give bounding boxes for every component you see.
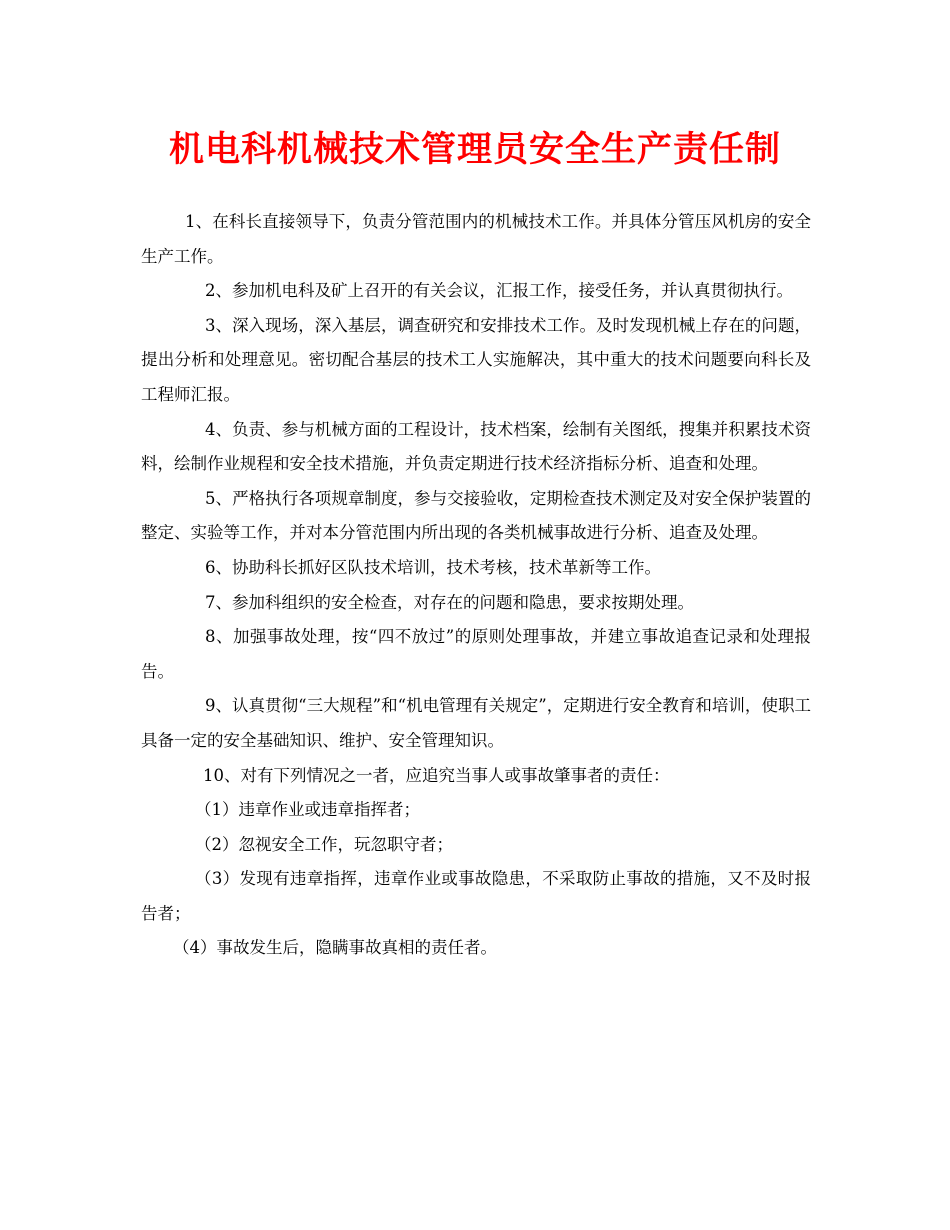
- paragraph-2: 2、参加机电科及矿上召开的有关会议，汇报工作，接受任务，并认真贯彻执行。: [205, 281, 793, 301]
- document-body: [141, 205, 811, 966]
- sub-item-4: （4）事故发生后，隐瞒事故真相的责任者。: [173, 938, 497, 958]
- document-title: 机电科机械技术管理员安全生产责任制: [168, 130, 781, 170]
- paragraph-6: 6、协助科长抓好区队技术培训，技术考核，技术革新等工作。: [205, 557, 661, 577]
- paragraph-7: 7、参加科组织的安全检查，对存在的问题和隐患，要求按期处理。: [205, 592, 694, 612]
- sub-item-1: （1）违章作业或违章指挥者；: [195, 800, 420, 820]
- sub-item-3: （3）发现有违章指挥，违章作业或事故隐患，不采取防止事故的措施，又不及时报告者；: [141, 869, 811, 923]
- paragraph-9: 9、认真贯彻“三大规程”和“机电管理有关规定”，定期进行安全教育和培训，使职工具备一定的安全基础知识、维护、安全管理知识。: [141, 696, 811, 750]
- paragraph-3: 3、深入现场，深入基层，调查研究和安排技术工作。及时发现机械上存在的问题，提出分析和处理意见。密切配合基层的技术工人实施解决，其中重大的技术问题要向科长及工程师汇报。: [141, 315, 811, 404]
- paragraph-8: 8、加强事故处理，按“四不放过”的原则处理事故，并建立事故追查记录和处理报告。: [141, 627, 811, 681]
- paragraph-4: 4、负责、参与机械方面的工程设计，技术档案，绘制有关图纸，搜集并积累技术资料，绘制作业规程和安全技术措施，并负责定期进行技术经济指标分析、追查和处理。: [141, 419, 811, 474]
- sub-item-2: （2）忽视安全工作，玩忽职守者；: [195, 834, 453, 854]
- paragraph-1: 1、在科长直接领导下，负责分管范围内的机械技术工作。并具体分管压风机房的安全生产工作。: [141, 212, 811, 266]
- paragraph-5: 5、严格执行各项规章制度，参与交接验收，定期检查技术测定及对安全保护装置的整定、实验等工作，并对本分管范围内所出现的各类机械事故进行分析、追查及处理。: [141, 488, 811, 543]
- paragraph-10: 10、对有下列情况之一者，应追究当事人或事故肇事者的责任：: [203, 765, 670, 785]
